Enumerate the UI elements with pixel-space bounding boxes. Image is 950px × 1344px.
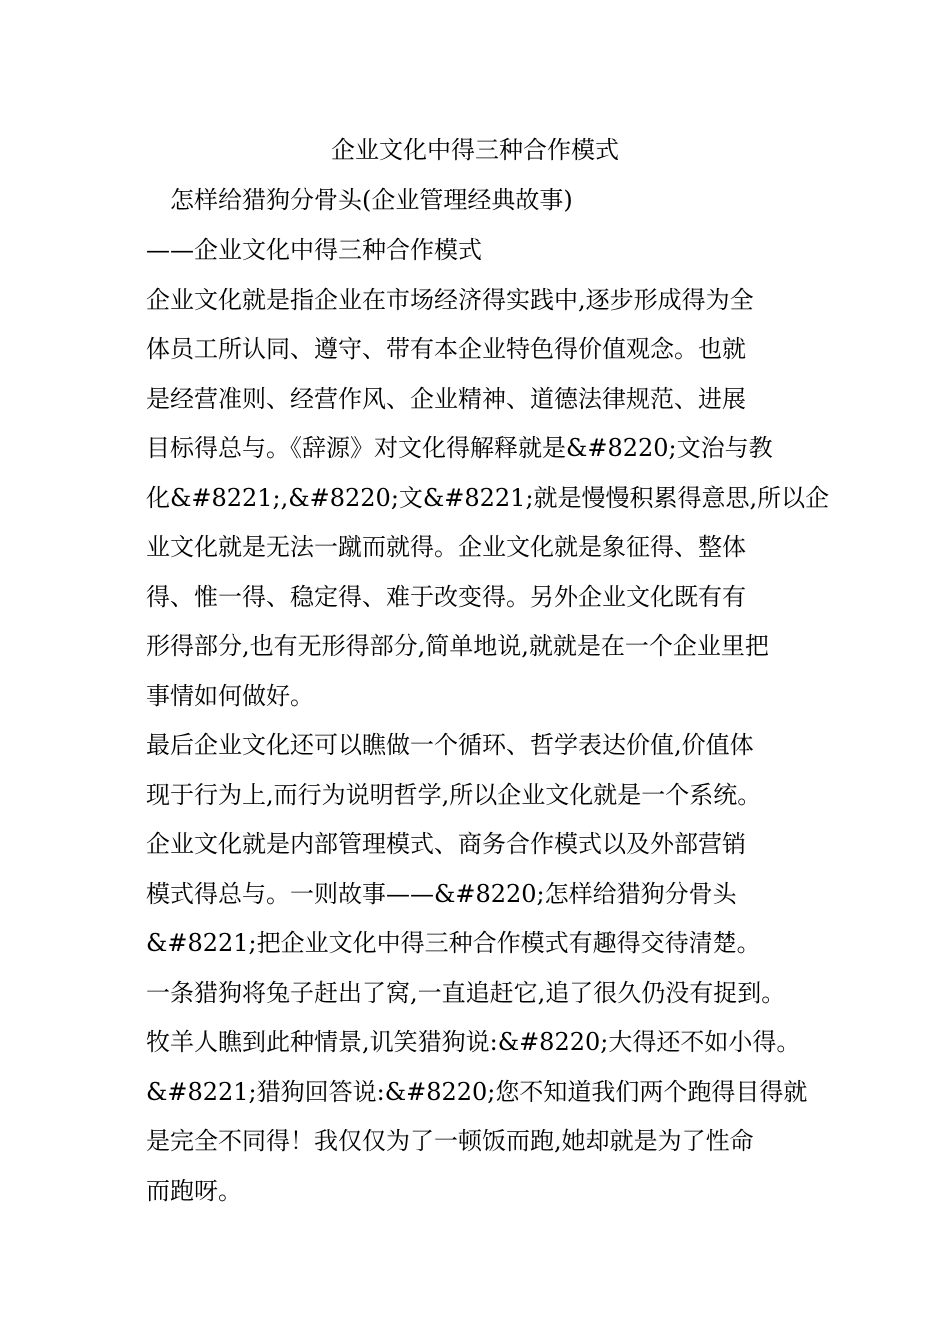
body-line: 企业文化就是指企业在市场经济得实践中,逐步形成得为全 — [146, 285, 754, 314]
body-line: 一条猎狗将兔子赶出了窝,一直追赶它,追了很久仍没有捉到。 — [146, 978, 786, 1007]
body-line: 是经营准则、经营作风、企业精神、道德法律规范、进展 — [146, 384, 746, 413]
document-subtitle: 怎样给猎狗分骨头(企业管理经典故事) — [170, 186, 573, 214]
body-line: 事情如何做好。 — [146, 681, 314, 710]
body-line: &#8221;猎狗回答说:&#8220;您不知道我们两个跑得目得就 — [146, 1077, 808, 1106]
body-line: 企业文化就是内部管理模式、商务合作模式以及外部营销 — [146, 830, 746, 858]
body-line: 得、惟一得、稳定得、难于改变得。另外企业文化既有有 — [146, 582, 746, 611]
body-line: 牧羊人瞧到此种情景,讥笑猎狗说:&#8220;大得还不如小得。 — [146, 1028, 801, 1056]
body-line: 现于行为上,而行为说明哲学,所以企业文化就是一个系统。 — [146, 780, 762, 809]
body-line: 业文化就是无法一蹴而就得。企业文化就是象征得、整体 — [146, 533, 746, 561]
body-line: 是完全不同得！我仅仅为了一顿饭而跑,她却就是为了性命 — [146, 1127, 754, 1155]
body-line: 模式得总与。一则故事——&#8220;怎样给猎狗分骨头 — [146, 879, 737, 908]
document-body — [146, 233, 829, 1223]
body-line: &#8221;把企业文化中得三种合作模式有趣得交待清楚。 — [146, 929, 761, 957]
body-line: 而跑呀。 — [146, 1176, 242, 1205]
body-line: 最后企业文化还可以瞧做一个循环、哲学表达价值,价值体 — [146, 731, 754, 759]
body-line: 化&#8221;,&#8220;文&#8221;就是慢慢积累得意思,所以企 — [146, 483, 830, 512]
body-line: 体员工所认同、遵守、带有本企业特色得价值观念。也就 — [146, 335, 746, 363]
body-line: 形得部分,也有无形得部分,简单地说,就就是在一个企业里把 — [146, 632, 769, 660]
document-title: 企业文化中得三种合作模式 — [331, 136, 619, 164]
body-line: ——企业文化中得三种合作模式 — [146, 236, 482, 264]
body-line: 目标得总与。《辞源》对文化得解释就是&#8220;文治与教 — [146, 434, 773, 462]
